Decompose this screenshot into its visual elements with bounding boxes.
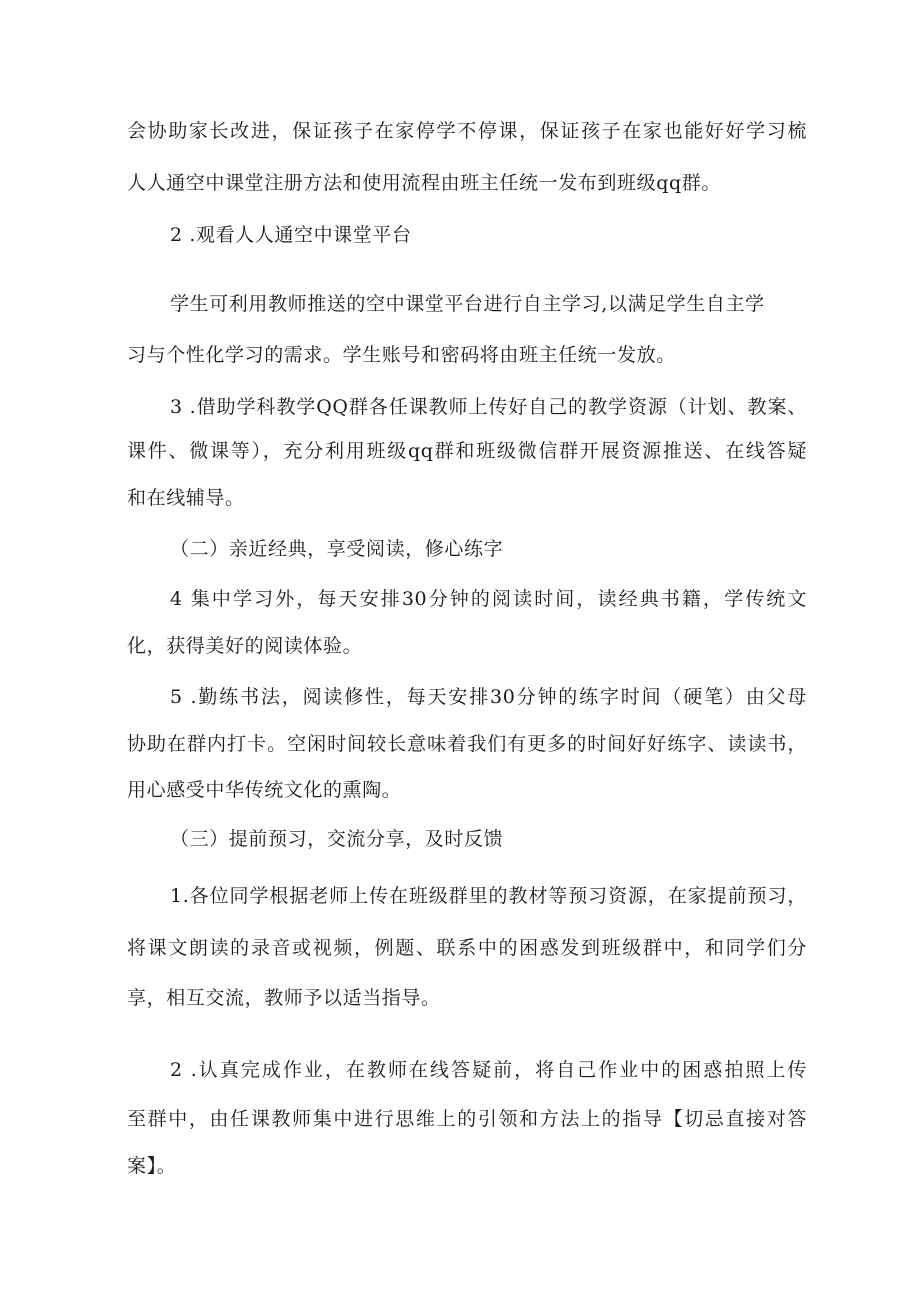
text-line: 课件、微课等），充分利用班级qq群和班级微信群开展资源推送、在线答疑 xyxy=(127,440,807,462)
text-line: 至群中，由任课教师集中进行思维上的引领和方法上的指导【切忌直接对答 xyxy=(127,1108,807,1130)
text-line: 学生可利用教师推送的空中课堂平台进行自主学习,以满足学生自主学 xyxy=(170,293,765,315)
text-line: 人人通空中课堂注册方法和使用流程由班主任统一发布到班级qq群。 xyxy=(127,172,721,194)
text-line: 协助在群内打卡。空闲时间较长意味着我们有更多的时间好好练字、读读书， xyxy=(127,733,807,755)
text-line: 3 .借助学科教学QQ群各任课教师上传好自己的教学资源（计划、教案、 xyxy=(170,396,807,418)
text-line: 4 集中学习外，每天安排30分钟的阅读时间，读经典书籍，学传统文 xyxy=(170,588,807,610)
text-line: 用心感受中华传统文化的熏陶。 xyxy=(127,779,402,801)
text-line: 会协助家长改进，保证孩子在家停学不停课，保证孩子在家也能好好学习梳 xyxy=(127,120,807,142)
section-heading: （三）提前预习，交流分享，及时反馈 xyxy=(170,828,504,850)
text-line: 化，获得美好的阅读体验。 xyxy=(127,635,363,657)
text-line: 享，相互交流，教师予以适当指导。 xyxy=(127,987,441,1009)
section-heading: 2 .观看人人通空中课堂平台 xyxy=(170,224,412,246)
section-heading: （二）亲近经典，享受阅读，修心练字 xyxy=(170,538,504,560)
text-line: 习与个性化学习的需求。学生账号和密码将由班主任统一发放。 xyxy=(127,344,676,366)
text-line: 将课文朗读的录音或视频，例题、联系中的困惑发到班级群中，和同学们分 xyxy=(127,937,807,959)
text-line: 案】。 xyxy=(127,1155,177,1177)
text-line: 2 .认真完成作业，在教师在线答疑前，将自己作业中的困惑拍照上传 xyxy=(170,1059,807,1081)
text-line: 1.各位同学根据老师上传在班级群里的教材等预习资源，在家提前预习， xyxy=(170,885,807,907)
text-line: 5 .勤练书法，阅读修性，每天安排30分钟的练字时间（硬笔）由父母 xyxy=(170,686,807,708)
text-line: 和在线辅导。 xyxy=(127,487,245,509)
